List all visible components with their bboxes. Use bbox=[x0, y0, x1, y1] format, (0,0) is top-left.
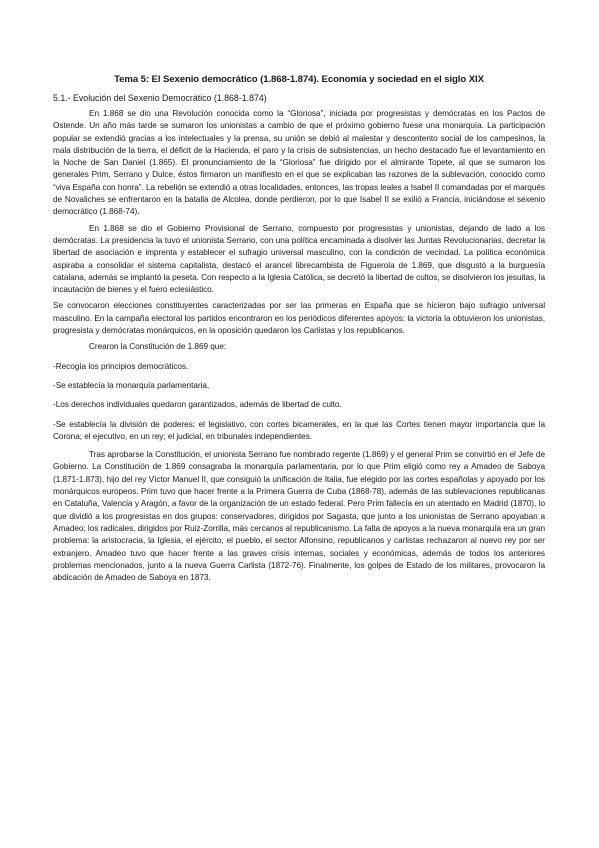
paragraph-gloriosa: En 1.868 se dio una Revolución conocida como la “Gloriosa”, iniciada por progresistas y demócratas en los Pactos de Ostende. Un año más tarde se sumaron los unionistas a cambio de que el próximo gobierno fuese una monarquía. La participación popular se extendió gracias a los intelectuales y la prensa, su unión se debió al malestar y descontento social de los campesinos, la mala distribución de la tierra, el déficit de la Hacienda, el paro y la crisis de subsistencias, un hecho destacado fue el levantamiento en la Noche de San Daniel (1.865). El pronunciamiento de la “Gloriosa” fue dirigido por el almirante Topete, al que se sumaron los generales Prim, Serrano y Dulce, éstos firmaron un manifiesto en el que se explicaban las razones de la sublevación, conocido como “viva España con honra”. La rebelión se extendió a otras localidades, entonces, las tropas leales a Isabel II comandadas por el marqués de Novaliches se enfrentaron en la batalla de Alcolea, donde perdieron, por lo que Isabel II se exilió a Francia, iniciándose el sexenio democrático (1.868-74). bbox=[53, 109, 545, 217]
paragraph-constitucion-intro: Crearon la Constitución de 1.869 que: bbox=[89, 342, 227, 352]
section-heading: 5.1.- Evolución del Sexenio Democrático (1.868-1.874) bbox=[53, 93, 267, 103]
document-body bbox=[53, 74, 545, 588]
document-title: Tema 5: El Sexenio democrático (1.868-1.874). Economía y sociedad en el siglo XIX bbox=[114, 74, 484, 85]
list-item-derechos: -Los derechos individuales quedaron garantizados, además de libertad de culto. bbox=[53, 400, 342, 410]
list-item-principios: -Recogía los principios democráticos. bbox=[53, 361, 189, 371]
list-item-monarquia: -Se establecía la monarquía parlamentaria. bbox=[53, 380, 210, 390]
paragraph-gobierno-provisional: En 1.868 se dio el Gobierno Provisional de Serrano, compuesto por progresistas y unionistas, dejando de lado a los demócratas. La presidencia la tuvo el unionista Serrano, con una política encaminada a disolver las Juntas Revolucionarias, decretar la libertad de asociación e imprenta y establecer el sufragio universal masculino, con la condición de vecindad. La política económica aspiraba a consolidar el sistema capitalista, destacó el arancel librecambista de Figuerola de 1.869, que disgustó a la burguesía catalana, además se implantó la peseta. Con respecto a la Iglesia Católica, se decretó la libertad de cultos, se disolvieron los jesuitas, la incautación de bienes y el fuero eclesiástico. bbox=[53, 223, 545, 295]
paragraph-elecciones: Se convocaron elecciones constituyentes caracterizadas por ser las primeras en España que se hicieron bajo sufragio universal masculino. En la campaña electoral los partidos encontraron en los periódicos diferentes apoyos: la victoria la obtuvieron los unionistas, progresista y demócratas monárquicos, en la oposición quedaron los Carlistas y los republicanos. bbox=[53, 301, 545, 336]
paragraph-amadeo: Tras aprobarse la Constitución, el unionista Serrano fue nombrado regente (1.869) y el general Prim se convirtió en el Jefe de Gobierno. La Constitución de 1.869 consagraba la monarquía parlamentaria, por lo que Prim eligió como rey a Amadeo de Saboya (1.871-1.873), hijo del rey Víctor Manuel II, que consiguió la unificación de Italia, fue elegido por las cortes españolas y apoyado por los monárquicos europeos. Prim tuvo que hacer frente a la Primera Guerra de Cuba (1868-78), además de las sublevaciones republicanas en Cataluña, Valencia y Aragón, a favor de la organización de un estado federal. Pero Prim fallecía en un atentado en Madrid (1870), lo que dividió a los progresistas en dos grupos: conservadores, dirigidos por Sagasta, que junto a los unionistas de Serrano apoyaban a Amadeo; los radicales, dirigidos por Ruiz-Zorrilla, más cercanos al republicanismo. La falta de apoyos a la nueva monarquía era un gran problema: la aristocracia, la Iglesia, el ejército, el pueblo, el sector Alfonsino, republicanos y carlistas rechazaron al nuevo rey por ser extranjero. Amadeo tuvo que hacer frente a las graves crisis internas, sociales y económicas, además de todos los anteriores problemas mencionados, junto a la nueva Guerra Carlista (1872-76). Finalmente, los golpes de Estado de los militares, provocaron la abdicación de Amadeo de Saboya en 1873. bbox=[53, 450, 545, 583]
list-item-division-poderes: -Se establecía la división de poderes: el legislativo, con cortes bicamerales, en la que las Cortes tienen mayor importancia que la Corona; el ejecutivo, en un rey; el judicial, en tribunales independientes. bbox=[53, 419, 545, 441]
